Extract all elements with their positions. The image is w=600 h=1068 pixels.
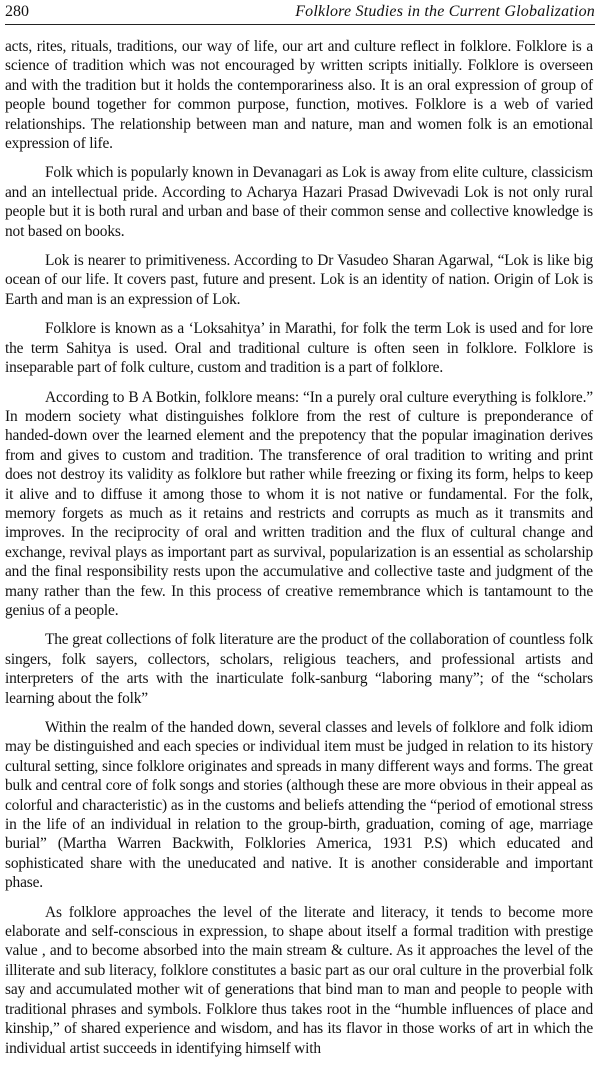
paragraph-6: The great collections of folk literature are the product of the collaboration of countless folk singers, folk sayers, collectors, scholars, religious teachers, and professional artists and interpreters of the arts with the inarticulate folk-sanburg “laboring many”; of the “scholars learning about the folk” xyxy=(5,631,593,707)
page-number: 280 xyxy=(5,3,29,20)
paragraph-4: Folklore is known as a ‘Loksahitya’ in Marathi, for folk the term Lok is used and for lore the term Sahitya is used. Oral and traditional culture is often seen in folklore. Folklore is inseparable part of folk culture, custom and tradition is a part of folklore. xyxy=(5,320,593,377)
paragraph-3: Lok is nearer to primitiveness. According to Dr Vasudeo Sharan Agarwal, “Lok is like big ocean of our life. It covers past, future and present. Lok is an identity of nation. Origin of Lok is Earth and man is an expression of Lok. xyxy=(5,252,593,308)
paragraph-7: Within the realm of the handed down, several classes and levels of folklore and folk idiom may be distinguished and each species or individual item must be judged in relation to its history cultural setting, since folklore originates and spreads in many different ways and forms. The great bulk and central core of folk songs and stories (although these are more obvious in their appeal as colorful and characteristic) as in the customs and beliefs attending the “period of emotional stress in the life of an individual in relation to the group-birth, graduation, coming of age, marriage burial” (Martha Warren Backwith, Folklories America, 1931 P.S) which educated and sophisticated share with the uneducated and native. It is another considerable and important phase. xyxy=(5,719,593,892)
paragraph-8: As folklore approaches the level of the literate and literacy, it tends to become more elaborate and self-conscious in expression, to shape about itself a formal tradition with prestige value , and to become absorbed into the main stream & culture. As it approaches the level of the illiterate and sub literacy, folklore constitutes a basic part as our oral culture in the proverbial folk say and accumulated mother wit of generations that bind man to man and people to people with traditional phrases and symbols. Folklore thus takes root in the “humble influences of place and kinship,” of shared experience and wisdom, and has its flavor in those works of art in which the individual artist succeeds in identifying himself with xyxy=(5,903,593,1057)
body-text xyxy=(5,37,593,1068)
running-title: Folklore Studies in the Current Globalization xyxy=(295,3,595,20)
paragraph-1: acts, rites, rituals, traditions, our way of life, our art and culture reflect in folklore. Folklore is a science of tradition which was not encouraged by written scripts initially. Folklore is overseen and with the tradition but it holds the contemporariness also. It is an oral expression of group of people bound together for common purpose, function, motives. Folklore is a web of varied relationships. The relationship between man and nature, man and women folk is an emotional expression of life. xyxy=(5,38,593,153)
paragraph-5: According to B A Botkin, folklore means: “In a purely oral culture everything is folklore.” In modern society what distinguishes folklore from the rest of culture is preponderance of handed-down over the learned element and the prepotency that the popular imagination derives from and gives to custom and tradition. The transference of oral tradition to writing and print does not destroy its validity as folklore but rather while freezing or fixing its form, helps to keep it alive and to diffuse it among those to whom it is not native or fundamental. For the folk, memory forgets as much as it retains and restricts and corrupts as much as it transmits and improves. In the reciprocity of oral and written tradition and the flux of cultural change and exchange, revival plays as important part as survival, popularization is an essential as scholarship and the final responsibility rests upon the accumulative and collective taste and judgment of the many rather than the few. In this process of creative remembrance which is tantamount to the genius of a people. xyxy=(5,388,593,619)
page-header xyxy=(5,2,595,25)
paragraph-2: Folk which is popularly known in Devanagari as Lok is away from elite culture, classicism and an intellectual pride. According to Acharya Hazari Prasad Dwivevadi Lok is not only rural people but it is both rural and urban and base of their common sense and collective knowledge is not based on books. xyxy=(5,164,593,240)
